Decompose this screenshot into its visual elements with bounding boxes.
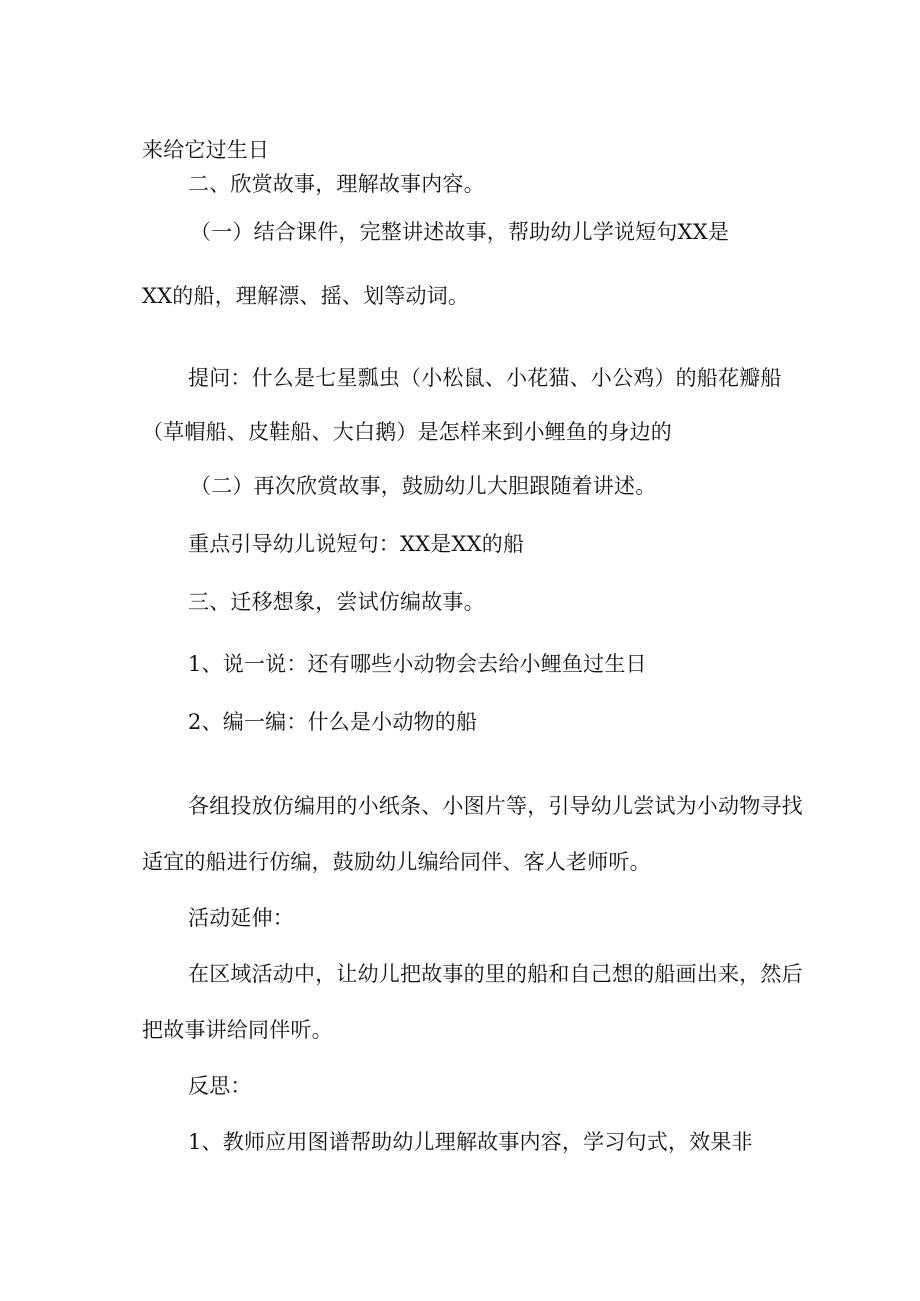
section-heading: 二、欣赏故事，理解故事内容。 bbox=[188, 172, 485, 196]
text-line: 来给它过生日 bbox=[142, 138, 270, 162]
section-heading: 反思： bbox=[188, 1074, 252, 1098]
text-line: 重点引导幼儿说短句：XX是XX的船 bbox=[188, 532, 525, 556]
list-item: 1、说一说：还有哪些小动物会去给小鲤鱼过生日 bbox=[188, 652, 647, 676]
section-heading: 三、迁移想象，尝试仿编故事。 bbox=[188, 590, 485, 614]
text-line: 在区域活动中，让幼儿把故事的里的船和自己想的船画出来，然后 bbox=[188, 962, 803, 986]
section-heading: 活动延伸： bbox=[188, 906, 294, 930]
question-line: 提问：什么是七星瓢虫（小松鼠、小花猫、小公鸡）的船花瓣船 bbox=[188, 366, 782, 390]
sub-heading: （一）结合课件，完整讲述故事，帮助幼儿学说短句XX是 bbox=[190, 220, 730, 244]
list-item: 1、教师应用图谱帮助幼儿理解故事内容，学习句式，效果非 bbox=[188, 1130, 753, 1154]
text-line: （草帽船、皮鞋船、大白鹅）是怎样来到小鲤鱼的身边的 bbox=[142, 420, 672, 444]
sub-heading: （二）再次欣赏故事，鼓励幼儿大胆跟随着讲述。 bbox=[190, 474, 657, 498]
text-line: XX的船，理解漂、摇、划等动词。 bbox=[142, 284, 470, 308]
text-line: 各组投放仿编用的小纸条、小图片等，引导幼儿尝试为小动物寻找 bbox=[188, 794, 803, 818]
list-item: 2、编一编：什么是小动物的船 bbox=[188, 710, 478, 734]
text-line: 把故事讲给同伴听。 bbox=[142, 1018, 333, 1042]
text-line: 适宜的船进行仿编，鼓励幼儿编给同伴、客人老师听。 bbox=[142, 850, 651, 874]
